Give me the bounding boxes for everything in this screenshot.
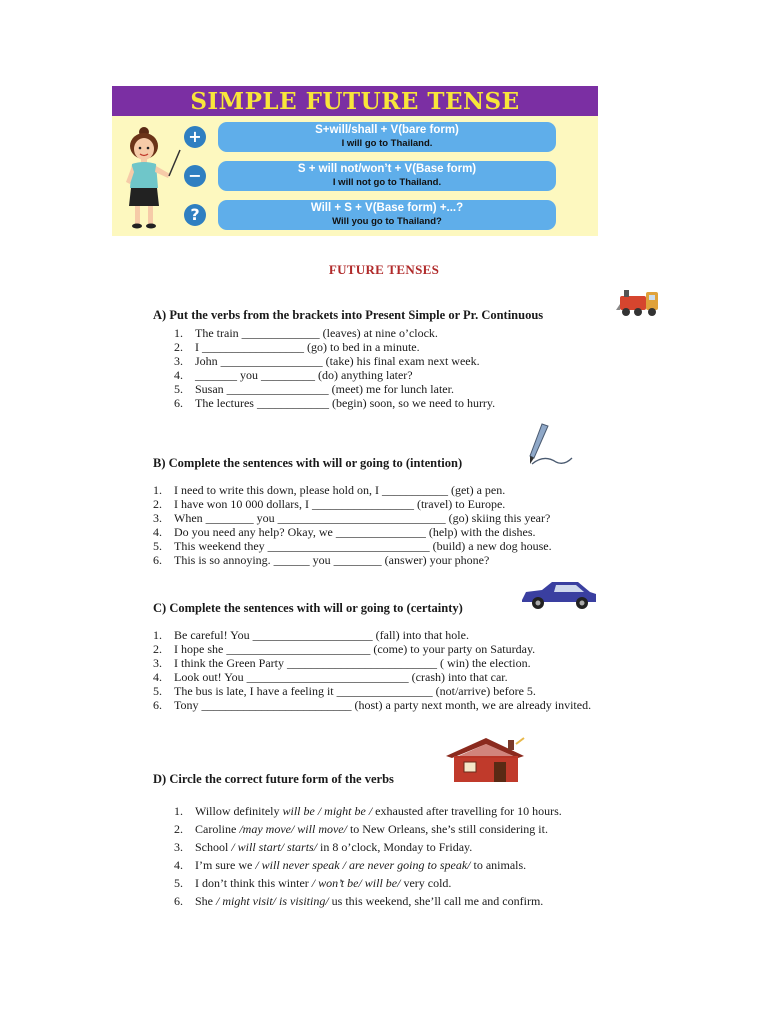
- banner-title: SIMPLE FUTURE TENSE: [190, 88, 520, 115]
- teacher-illustration: [120, 124, 184, 232]
- answer-options[interactable]: / won’t be/ will be/: [311, 876, 401, 890]
- list-item: 1. Willow definitely will be / might be / exhausted after travelling for 10 hours.: [174, 804, 562, 818]
- answer-options[interactable]: /may move/ will move/: [239, 822, 347, 836]
- answer-options[interactable]: / might visit/ is visiting/: [216, 894, 329, 908]
- list-item: 6. She / might visit/ is visiting/ us this weekend, she’ll call me and confirm.: [174, 894, 544, 908]
- negative-formula-pill: [218, 161, 556, 191]
- pen-icon: [520, 420, 574, 470]
- section-b-list: [153, 483, 552, 567]
- question-formula: Will + S + V(Base form) +...?: [310, 202, 464, 214]
- section-d-heading: D) Circle the correct future form of the verbs: [153, 772, 394, 786]
- answer-options[interactable]: will be / might be /: [282, 804, 373, 818]
- simple-future-banner: [112, 86, 598, 236]
- answer-options[interactable]: / will never speak / are never going to speak/: [255, 858, 471, 872]
- list-item: 5. This weekend they ___________________________ (build) a new dog house.: [153, 539, 552, 553]
- worksheet-title: FUTURE TENSES: [328, 262, 440, 277]
- list-item: 6. The lectures ____________ (begin) soon, so we need to hurry.: [174, 396, 496, 410]
- list-item: 1. I need to write this down, please hold on, I ___________ (get) a pen.: [153, 483, 506, 497]
- question-symbol: ?: [184, 204, 206, 226]
- list-item: 4. _______ you _________ (do) anything later?: [174, 368, 413, 382]
- question-formula-pill: [218, 200, 556, 230]
- affirmative-symbol: +: [184, 126, 206, 148]
- list-item: 3. When ________ you ____________________________ (go) skiing this year?: [153, 511, 551, 525]
- list-item: 6. Tony _________________________ (host) a party next month, we are already invited.: [153, 698, 592, 712]
- list-item: 1. Be careful! You ____________________ (fall) into that hole.: [153, 628, 469, 642]
- list-item: 2. I have won 10 000 dollars, I _________________ (travel) to Europe.: [153, 497, 506, 511]
- list-item: 5. Susan _________________ (meet) me for lunch later.: [174, 382, 454, 396]
- affirmative-formula: S+will/shall + V(bare form): [315, 124, 459, 136]
- list-item: 3. School / will start/ starts/ in 8 o’clock, Monday to Friday.: [174, 840, 473, 854]
- list-item: 5. I don’t think this winter / won’t be/ will be/ very cold.: [174, 876, 452, 890]
- list-item: 4. Do you need any help? Okay, we _______________ (help) with the dishes.: [153, 525, 536, 539]
- section-a-list: [174, 326, 495, 410]
- list-item: 4. Look out! You ___________________________ (crash) into that car.: [153, 670, 508, 684]
- answer-options[interactable]: / will start/ starts/: [231, 840, 318, 854]
- section-d-list: [174, 802, 562, 910]
- negative-example: I will not go to Thailand.: [332, 177, 442, 188]
- negative-symbol: −: [184, 165, 206, 187]
- affirmative-example: I will go to Thailand.: [341, 138, 433, 149]
- list-item: 1. The train _____________ (leaves) at nine o’clock.: [174, 326, 438, 340]
- list-item: 3. I think the Green Party _________________________ ( win) the election.: [153, 656, 531, 670]
- train-icon: [616, 288, 662, 318]
- list-item: 2. Caroline /may move/ will move/ to New Orleans, she’s still considering it.: [174, 822, 548, 836]
- section-a-heading: A) Put the verbs from the brackets into Present Simple or Pr. Continuous: [153, 308, 544, 322]
- list-item: 2. I hope she ________________________ (come) to your party on Saturday.: [153, 642, 536, 656]
- section-b-heading: B) Complete the sentences with will or going to (intention): [153, 456, 463, 470]
- list-item: 4. I’m sure we / will never speak / are never going to speak/ to animals.: [174, 858, 527, 872]
- list-item: 3. John _________________ (take) his final exam next week.: [174, 354, 480, 368]
- affirmative-formula-pill: [218, 122, 556, 152]
- house-icon: [442, 736, 528, 784]
- list-item: 5. The bus is late, I have a feeling it ________________ (not/arrive) before 5.: [153, 684, 536, 698]
- list-item: 2. I _________________ (go) to bed in a minute.: [174, 340, 420, 354]
- section-c-heading: C) Complete the sentences with will or going to (certainty): [153, 601, 463, 615]
- car-icon: [518, 580, 598, 610]
- question-example: Will you go to Thailand?: [332, 216, 442, 227]
- list-item: 6. This is so annoying. ______ you ________ (answer) your phone?: [153, 553, 490, 567]
- section-c-list: [153, 628, 591, 712]
- negative-formula: S + will not/won’t + V(Base form): [297, 163, 477, 175]
